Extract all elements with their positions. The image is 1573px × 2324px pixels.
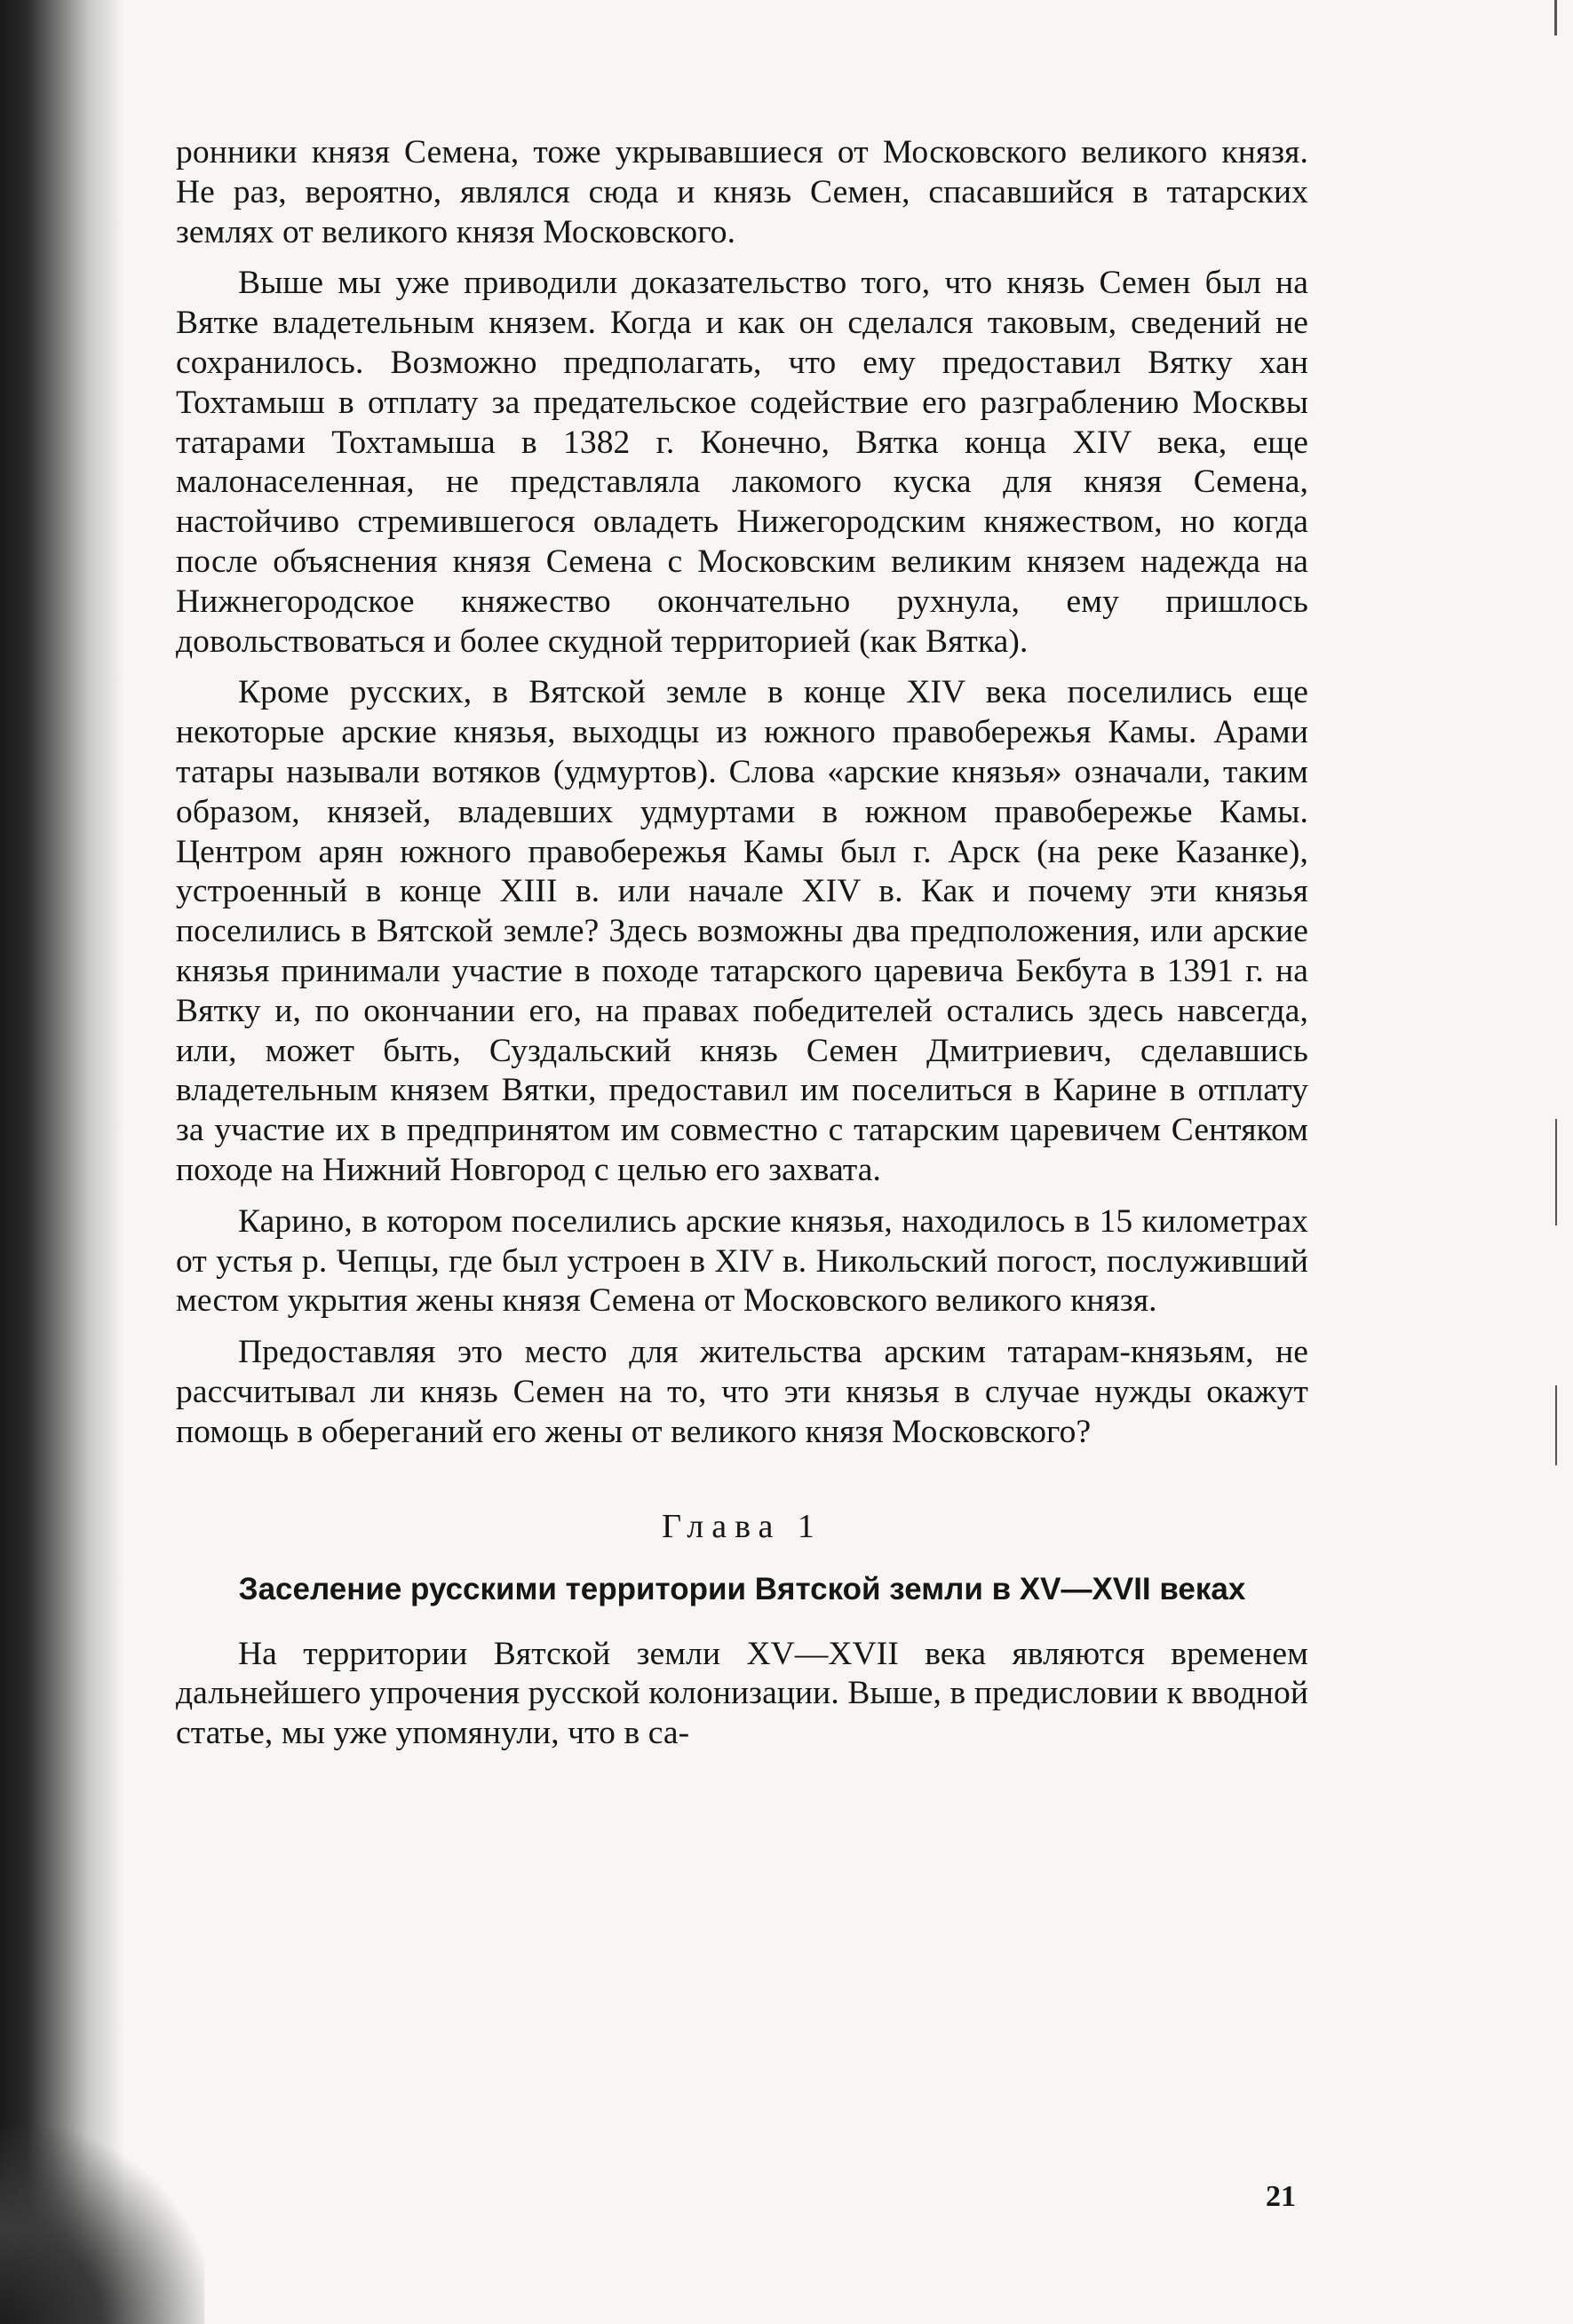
paragraph: Карино, в котором поселились арские князья, находилось в 15 километрах от устья р. Чепцы, где был устроен в XIV в. Никольский погост, послуживший местом укрытия жены князя Семена от Московского великого князя.	[176, 1202, 1308, 1320]
book-binding-corner-shadow	[0, 2129, 204, 2324]
scan-speck	[1555, 1385, 1557, 1465]
scan-speck	[1555, 1119, 1557, 1225]
scan-speck	[1554, 0, 1557, 36]
paragraph: На территории Вятской земли XV—XVII века являются временем дальнейшего упрочения русской колонизации. Выше, в предисловии к вводной статье, мы уже упомянули, что в са-	[176, 1635, 1308, 1752]
chapter-body	[176, 1635, 1308, 1754]
paragraph: Выше мы уже приводили доказательство того, что князь Семен был на Вятке владетельным князем. Когда и как он сделался таковым, сведений не сохранилось. Возможно предполагать, что ему предоставил Вятку хан Тохтамыш в отплату за предательское содействие его разграблению Москвы татарами Тохтамыша в 1382 г. Конечно, Вятка конца XIV века, еще малонаселенная, не представляла лакомого куска для князя Семена, настойчиво стремившегося овладеть Нижегородским княжеством, но когда после объяснения князя Семена с Московским великим князем надежда на Нижнегородское княжество окончательно рухнула, ему пришлось довольствоваться и более скудной территорией (как Вятка).	[176, 265, 1308, 660]
page-number: 21	[1266, 2180, 1296, 2213]
chapter-label: Глава 1	[662, 1507, 822, 1545]
book-binding-shadow	[0, 0, 124, 2324]
paragraph: ронники князя Семена, тоже укрывавшиеся от Московского великого князя. Не раз, вероятно, являлся сюда и князь Семен, спасавшийся в татарских землях от великого князя Московского.	[176, 134, 1308, 250]
paragraph: Предоставляя это место для жительства арским татарам-князьям, не рассчитывал ли князь Семен на то, что эти князья в случае нужды окажут помощь в обереганий его жены от великого князя Московского?	[176, 1334, 1308, 1450]
book-page	[176, 133, 1308, 1754]
chapter-title: Заселение русскими территории Вятской земли в XV—XVII веках	[238, 1571, 1246, 1606]
body-text	[176, 133, 1308, 1453]
paragraph: Кроме русских, в Вятской земле в конце XIV века поселились еще некоторые арские князья, выходцы из южного правобережья Камы. Арами татары называли вотяков (удмуртов). Слова «арские князья» означали, таким образом, князей, владевших удмуртами в южном правобережье Камы. Центром арян южного правобережья Камы был г. Арск (на реке Казанке), устроенный в конце XIII в. или начале XIV в. Как и почему эти князья поселились в Вятской земле? Здесь возможны два предположения, или арские князья принимали участие в походе татарского царевича Бекбута в 1391 г. на Вятку и, по окончании его, на правах победителей остались здесь навсегда, или, может быть, Суздальский князь Семен Дмитриевич, сделавшись владетельным князем Вятки, предоставил им поселиться в Карине в отплату за участие их в предпринятом им совместно с татарским царевичем Сентяком походе на Нижний Новгород с целью его захвата.	[176, 674, 1308, 1188]
